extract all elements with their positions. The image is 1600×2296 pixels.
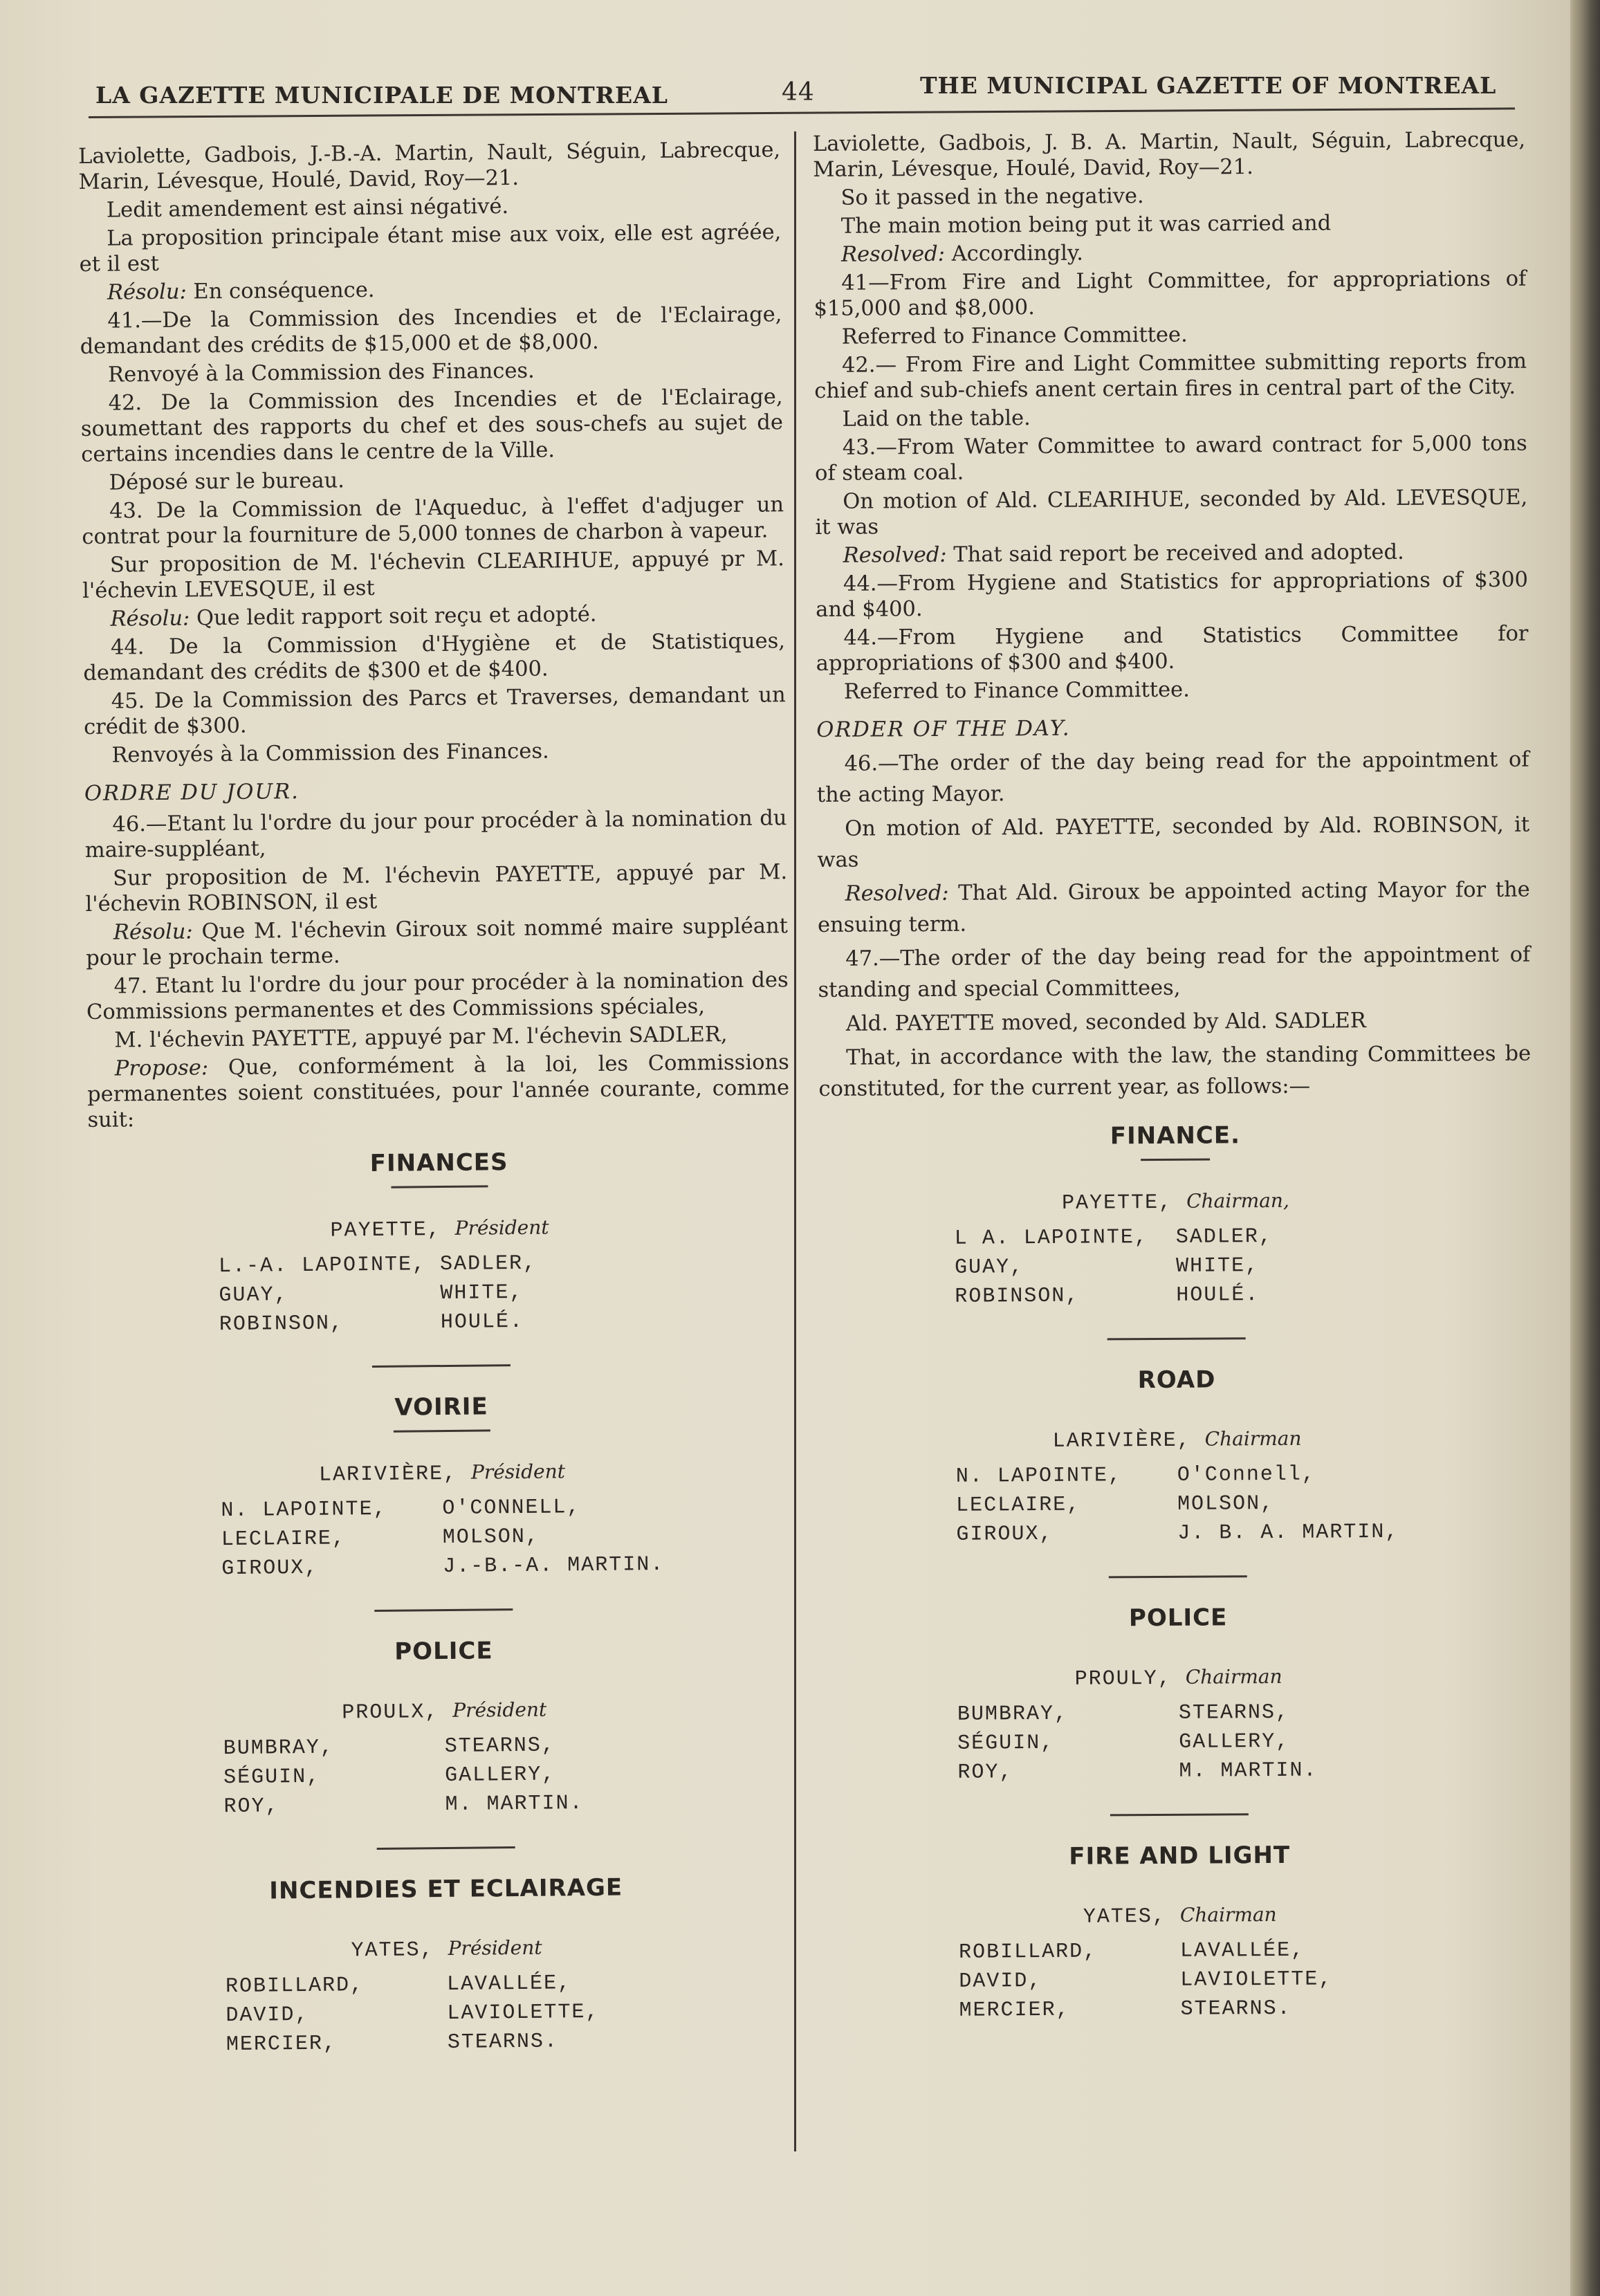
paragraph: M. l'échevin PAYETTE, appuyé par M. l'échevin SADLER, [114, 1022, 728, 1053]
paragraph: Ald. PAYETTE moved, seconded by Ald. SADLER [845, 1009, 1366, 1036]
paragraph: On motion of Ald. CLEARIHUE, seconded by Ald. LEVESQUE, it was [815, 485, 1528, 540]
committee-chair [89, 1212, 791, 1247]
resolution-text: That said report be received and adopted. [946, 540, 1404, 567]
resolution-text: En conséquence. [186, 277, 375, 304]
member-name: SADLER, [1175, 1224, 1273, 1249]
member-name: M. MARTIN. [445, 1792, 584, 1817]
resolution [80, 273, 782, 306]
committee-chair [91, 1456, 793, 1491]
member-name: LAVALLÉE, [1179, 1938, 1305, 1963]
member-name: ROY, [223, 1794, 279, 1819]
member-name: STEARNS, [1178, 1700, 1290, 1725]
resolution-text: Accordingly. [944, 241, 1083, 266]
paragraph: 42.— From Fire and Light Committee submitting reports from chief and sub-chiefs anent certain fires in central part of the City. [814, 349, 1527, 403]
resolution [82, 600, 784, 632]
committee-block [819, 1121, 1533, 1312]
committee-block [88, 1147, 792, 1341]
member-name: N. LAPOINTE, [955, 1464, 1123, 1489]
member-name: STEARNS, [444, 1734, 555, 1759]
paragraph: 42. De la Commission des Incendies et de l'Eclairage, soumettant des rapports du chef et des sous-chefs au sujet de certains incendies dans le centre de la Ville. [80, 385, 784, 467]
chair-role: Chairman [1204, 1426, 1302, 1451]
page-number: 44 [782, 78, 815, 107]
member-name: ROBINSON, [955, 1284, 1080, 1309]
committee-block [823, 1842, 1537, 2026]
paragraph: Laid on the table. [842, 406, 1031, 432]
paragraph: On motion of Ald. PAYETTE, seconded by Ald. ROBINSON, it was [817, 812, 1530, 872]
member-name: MERCIER, [226, 2032, 338, 2057]
title-rule [1141, 1159, 1210, 1161]
resolution-label: Résolu: [107, 279, 187, 305]
paragraph: 44. De la Commission d'Hygiène et de Statistiques, demandant des crédits de $300 et de $400. [83, 629, 786, 686]
chair-role: Chairman, [1186, 1188, 1289, 1213]
member-name: MOLSON, [1177, 1491, 1275, 1516]
member-name: GALLERY, [1179, 1729, 1290, 1754]
paragraph: Sur proposition de M. l'échevin CLEARIHUE, appuyé pr M. l'échevin LEVESQUE, il est [82, 547, 784, 603]
committee-members [956, 1460, 1399, 1550]
resolution-text: Que ledit rapport soit reçu et adopté. [190, 602, 597, 631]
member-name: ROBILLARD, [225, 1974, 365, 1999]
paragraph: The main motion being put it was carried and [840, 211, 1332, 239]
chair-name: PAYETTE, [1062, 1191, 1173, 1215]
resolution-label: Resolved: [840, 241, 946, 267]
chair-name: PROULY, [1074, 1666, 1172, 1691]
member-name: LAVIOLETTE, [447, 2000, 600, 2026]
paragraph: Laviolette, Gadbois, J.-B.-A. Martin, Nault, Séguin, Labrecque, Marin, Lévesque, Houlé, David, Roy—21. [78, 138, 781, 194]
paragraph: 44.—From Hygiene and Statistics for appropriations of $300 and $400. [816, 567, 1529, 622]
resolution-label: Resolved: [843, 542, 947, 568]
binding-edge [1570, 0, 1600, 2296]
member-name: WHITE, [1175, 1254, 1260, 1278]
committee-members [959, 1936, 1402, 2026]
resolution-text: Que M. l'échevin Giroux soit nommé maire suppléant pour le prochain terme. [86, 914, 789, 971]
committee-title: FINANCE. [1110, 1121, 1241, 1150]
header-english-title: THE MUNICIPAL GAZETTE OF MONTREAL [920, 72, 1497, 99]
member-name: ROBINSON, [219, 1312, 344, 1337]
member-name: ROBILLARD, [958, 1940, 1098, 1965]
committee-title: INCENDIES ET ECLAIRAGE [269, 1873, 623, 1905]
paragraph: 47. Etant lu l'ordre du jour pour procéder à la nomination des Commissions permanentes et des Commissions spéciales, [86, 968, 789, 1025]
chair-role: Président [448, 1936, 542, 1960]
member-name: N. LAPOINTE, [221, 1497, 387, 1523]
english-column [813, 127, 1537, 2026]
resolution-label: Résolu: [110, 606, 190, 632]
section-rule [371, 1364, 510, 1368]
chair-role: Président [454, 1215, 549, 1240]
member-name: DAVID, [959, 1969, 1042, 1994]
paragraph: 47.—The order of the day being read for the appointment of standing and special Committees, [818, 942, 1531, 1002]
chair-role: Président [452, 1698, 547, 1722]
committee-block [95, 1873, 798, 2061]
member-name: LECLAIRE, [956, 1493, 1081, 1518]
member-name: GIROUX, [956, 1522, 1054, 1547]
paragraph: 41—From Fire and Light Committee, for appropriations of $15,000 and $8,000. [813, 266, 1527, 321]
member-name: STEARNS. [1180, 1996, 1291, 2021]
paragraph: Renvoyés à la Commission des Finances. [111, 739, 549, 768]
member-name: L A. LAPOINTE, [954, 1226, 1148, 1251]
member-name: SÉGUIN, [957, 1731, 1055, 1756]
committee-chair [95, 1932, 798, 1967]
member-name: L.-A. LAPOINTE, [218, 1253, 427, 1279]
paragraph: 43. De la Commission de l'Aqueduc, à l'effet d'adjuger un contrat pour la fourniture de 5,000 tonnes de charbon à vapeur. [82, 493, 784, 549]
paragraph: 44.—From Hygiene and Statistics Committee for appropriations of $300 and $400. [816, 621, 1529, 676]
chair-role: Président [470, 1460, 566, 1484]
committee-block [822, 1604, 1536, 1788]
paragraph: 46.—Etant lu l'ordre du jour pour procéder à la nomination du maire-suppléant, [84, 806, 787, 863]
member-name: GUAY, [219, 1283, 288, 1308]
header-french-title: LA GAZETTE MUNICIPALE DE MONTREAL [95, 82, 669, 109]
committee-block [93, 1635, 796, 1823]
order-of-day-heading: ORDER OF THE DAY. [816, 716, 1071, 742]
member-name: LECLAIRE, [221, 1527, 347, 1552]
resolution [816, 539, 1528, 569]
committee-members [223, 1730, 667, 1821]
resolution [813, 238, 1526, 268]
member-name: SÉGUIN, [223, 1765, 321, 1790]
member-name: SADLER, [439, 1251, 537, 1277]
section-rule [1110, 1813, 1249, 1816]
committee-chair [93, 1694, 796, 1729]
french-column [78, 137, 799, 2061]
chair-role: Chairman [1179, 1902, 1277, 1927]
committee-title: POLICE [394, 1637, 493, 1666]
member-name: BUMBRAY, [223, 1736, 334, 1761]
resolution [818, 874, 1531, 941]
committee-members [226, 1968, 669, 2059]
member-name: LAVIOLETTE, [1180, 1967, 1333, 1992]
resolution-label: Propose: [114, 1056, 209, 1081]
paragraph: 43.—From Water Committee to award contract for 5,000 tons of steam coal. [814, 431, 1527, 486]
committee-title: FINANCES [369, 1148, 508, 1178]
member-name: WHITE, [440, 1280, 524, 1306]
member-name: GALLERY, [445, 1763, 556, 1788]
committee-block [820, 1366, 1534, 1550]
member-name: MOLSON, [442, 1525, 540, 1550]
member-name: DAVID, [226, 2003, 309, 2028]
chair-name: PROULX, [342, 1700, 439, 1725]
resolution-label: Resolved: [845, 881, 949, 906]
committee-title: POLICE [1128, 1604, 1228, 1633]
member-name: LAVALLÉE, [446, 1972, 572, 1997]
member-name: M. MARTIN. [1179, 1758, 1318, 1783]
paragraph: Laviolette, Gadbois, J. B. A. Martin, Nault, Séguin, Labrecque, Marin, Lévesque, Houlé, David, Roy—21. [813, 127, 1526, 182]
committee-members [221, 1492, 664, 1583]
paragraph: So it passed in the negative. [840, 184, 1144, 210]
resolution [87, 1049, 790, 1133]
committee-chair [820, 1424, 1533, 1456]
committee-chair [819, 1186, 1532, 1218]
committee-members [219, 1248, 662, 1339]
chair-name: YATES, [351, 1938, 434, 1963]
resolution [86, 913, 789, 971]
paragraph: Ledit amendement est ainsi négativé. [106, 194, 509, 223]
committee-block [90, 1391, 794, 1585]
chair-role: Chairman [1185, 1664, 1282, 1689]
committee-title: VOIRIE [394, 1393, 488, 1422]
paragraph: 45. De la Commission des Parcs et Traverses, demandant un crédit de $300. [83, 683, 786, 740]
committee-title: ROAD [1137, 1366, 1216, 1395]
member-name: STEARNS. [447, 2030, 559, 2055]
paragraph: 41.—De la Commission des Incendies et de l'Eclairage, demandant des crédits de $15,000 et de $8,000. [80, 302, 782, 359]
title-rule [391, 1185, 488, 1188]
member-name: HOULÉ. [1176, 1283, 1260, 1307]
chair-name: PAYETTE, [330, 1218, 441, 1243]
paragraph: 46.—The order of the day being read for the appointment of the acting Mayor. [816, 747, 1529, 807]
committee-title: FIRE AND LIGHT [1069, 1841, 1291, 1871]
chair-name: YATES, [1083, 1904, 1166, 1929]
paragraph: Renvoyé à la Commission des Finances. [108, 358, 535, 387]
resolution-text: That Ald. Giroux be appointed acting Mayor for the ensuing term. [817, 877, 1530, 937]
chair-name: LARIVIÈRE, [318, 1462, 458, 1487]
chair-name: LARIVIÈRE, [1052, 1429, 1191, 1453]
paragraph: Referred to Finance Committee. [843, 677, 1190, 704]
member-name: GIROUX, [221, 1556, 319, 1581]
committee-chair [824, 1900, 1536, 1932]
member-name: GUAY, [954, 1256, 1024, 1280]
section-rule [376, 1846, 515, 1850]
paragraph: Referred to Finance Committee. [841, 322, 1188, 349]
member-name: MERCIER, [959, 1998, 1070, 2023]
section-rule [1107, 1337, 1246, 1340]
section-rule [374, 1608, 513, 1612]
member-name: BUMBRAY, [957, 1702, 1069, 1727]
member-name: ROY, [957, 1761, 1013, 1785]
committee-chair [822, 1662, 1535, 1694]
member-name: O'CONNELL, [442, 1496, 581, 1521]
resolution-text: Que, conformément à la loi, les Commissions permanentes soient constituées, pour l'année courante, comme suit: [87, 1050, 790, 1132]
member-name: J.-B.-A. MARTIN. [443, 1552, 665, 1579]
member-name: J. B. A. MARTIN, [1177, 1520, 1399, 1545]
paragraph: La proposition principale étant mise aux voix, elle est agréée, et il est [79, 220, 782, 277]
section-rule [1109, 1575, 1247, 1578]
paragraph: Déposé sur le bureau. [109, 468, 345, 495]
header-rule [89, 107, 1515, 118]
member-name: O'Connell, [1177, 1462, 1316, 1487]
member-name: HOULÉ. [440, 1310, 524, 1335]
paragraph: Sur proposition de M. l'échevin PAYETTE, appuyé par M. l'échevin ROBINSON, il est [85, 860, 788, 917]
committee-members [957, 1698, 1401, 1788]
paragraph: That, in accordance with the law, the standing Committees be constituted, for the current year, as follows:— [818, 1041, 1532, 1101]
resolution-label: Résolu: [113, 919, 193, 945]
order-of-day-heading: ORDRE DU JOUR. [84, 779, 300, 806]
committee-members [955, 1222, 1398, 1312]
title-rule [393, 1429, 490, 1432]
